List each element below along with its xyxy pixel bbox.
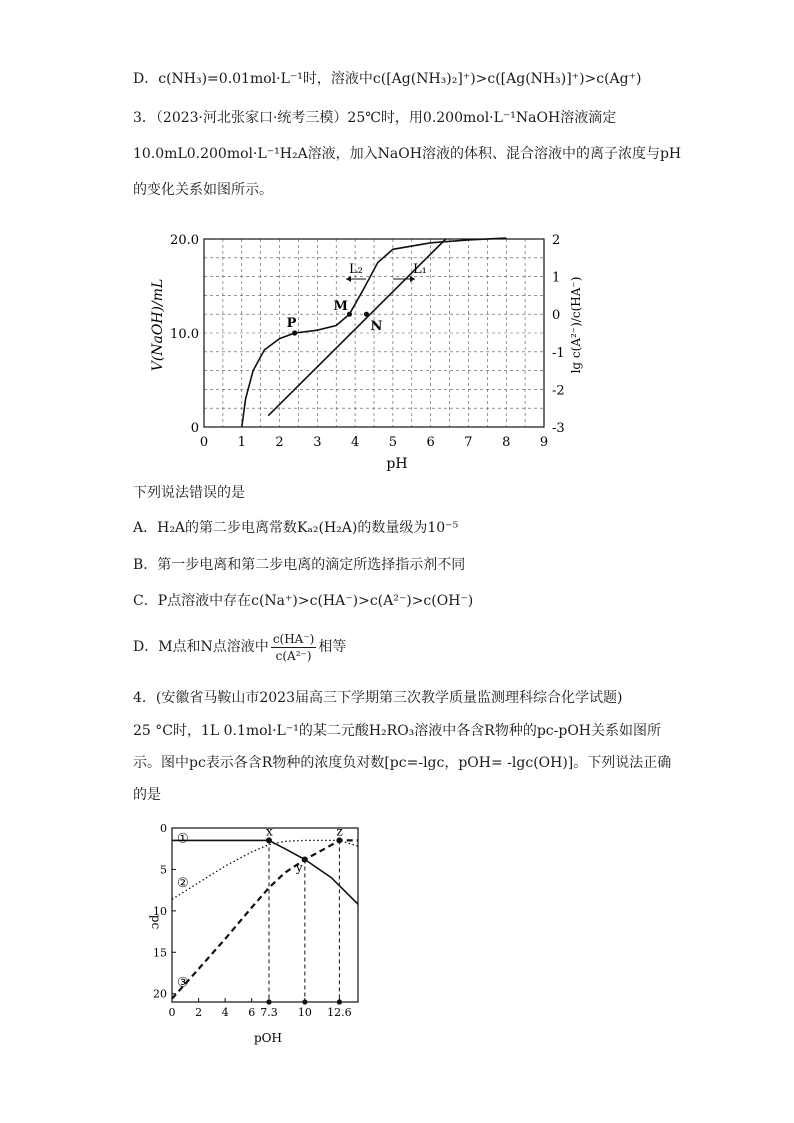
option-d-suffix: 相等	[318, 639, 347, 655]
point-label-m: M	[333, 299, 348, 315]
series-label-1: ①	[177, 831, 189, 847]
fraction-numerator: c(HA⁻)	[272, 631, 315, 646]
q3-stem-line-2: 10.0mL0.200mol·L⁻¹H₂A溶液，加入NaOH溶液的体积、混合溶液中的离子浓度与pH	[133, 146, 682, 162]
point-label-p: P	[286, 316, 297, 331]
x-tick-label: 10	[297, 1006, 312, 1019]
y-tick-label: 10	[153, 904, 167, 918]
x-tick-label: 0	[199, 435, 209, 450]
axis-point-y	[302, 999, 307, 1004]
series-3	[172, 840, 358, 998]
point-n	[364, 312, 369, 317]
x-tick-label: 8	[502, 435, 511, 450]
q3-stem-line-1: 3．（2023·河北张家口·统考三模）25℃时，用0.200mol·L⁻¹NaOH溶液滴定	[133, 110, 617, 126]
chart-titration	[140, 215, 600, 475]
grid	[172, 828, 358, 1002]
axis-point-x	[266, 999, 271, 1004]
option-d-fraction	[271, 631, 317, 664]
y-tick-label: 0	[160, 822, 167, 835]
x-tick-label: 1	[237, 435, 246, 450]
fraction-denominator: c(A²⁻)	[275, 648, 312, 663]
q3-stem-line-3: 的变化关系如图所示。	[133, 182, 273, 198]
x-tick-label: 2	[195, 1006, 203, 1019]
point-label-n: N	[370, 319, 383, 335]
curve-label-l2: L₂	[349, 262, 363, 277]
q4-stem-line-1: 4．(安徽省马鞍山市2023届高三下学期第三次教学质量监测理科综合化学试题)	[133, 690, 623, 706]
chart-marks	[153, 822, 358, 1019]
series-2	[172, 840, 358, 899]
series-label-2: ②	[177, 875, 189, 891]
axis-point-z	[337, 999, 342, 1004]
y2-tick-label: -3	[552, 421, 565, 436]
x-tick-label: 4	[221, 1006, 229, 1019]
q3-option-a[interactable]: A．H₂A的第二步电离常数Kₐ₂(H₂A)的数量级为10⁻⁵	[133, 520, 459, 536]
point-label-x: x	[265, 824, 273, 839]
q3-option-b[interactable]: B．第一步电离和第二步电离的滴定所选择指示剂不同	[133, 557, 466, 573]
y-tick-label: 20	[153, 987, 167, 1001]
x-tick-label: 12.6	[327, 1006, 352, 1019]
y2-tick-label: 0	[552, 308, 561, 324]
y2-tick-label: 2	[552, 233, 561, 248]
x-axis-label: pH	[386, 456, 408, 472]
y-tick-label: 15	[153, 946, 167, 960]
x-tick-label: 2	[275, 435, 284, 450]
x-tick-label: 6	[426, 435, 435, 450]
x-tick-label: 4	[350, 435, 360, 450]
point-p	[292, 330, 297, 335]
x-tick-label: 7	[464, 435, 473, 450]
y-axis-label: V(NaOH)/mL	[150, 278, 166, 372]
q2-option-d: D．c(NH₃)=0.01mol·L⁻¹时，溶液中c([Ag(NH₃)₂]⁺)>c([Ag(NH₃)]⁺)>c(Ag⁺)	[133, 71, 642, 87]
series-1	[172, 840, 358, 904]
chart-pc-poh	[140, 822, 380, 1047]
q3-option-c[interactable]: C．P点溶液中存在c(Na⁺)>c(HA⁻)>c(A²⁻)>c(OH⁻)	[133, 593, 474, 609]
point-label-y: y	[295, 860, 303, 875]
q4-stem-line-3: 示。图中pc表示各含R物种的浓度负对数[pc=-lgc，pOH= -lgc(OH)]。下列说法正确	[133, 755, 672, 771]
y2-tick-label: -2	[552, 383, 565, 399]
q3-ask: 下列说法错误的是	[133, 485, 245, 501]
x-tick-label: 7.3	[260, 1006, 278, 1019]
y-axis-label: pc	[149, 914, 163, 930]
chart-marks	[170, 233, 565, 450]
point-y	[302, 856, 308, 862]
y-tick-label: 5	[160, 863, 167, 877]
x-tick-label: 3	[313, 435, 322, 450]
option-d-prefix: D．M点和N点溶液中	[133, 639, 269, 655]
series-label-3: ③	[177, 975, 189, 991]
q4-stem-line-4: 的是	[133, 787, 161, 803]
y2-tick-label: 1	[552, 270, 561, 286]
y-tick-label: 20.0	[170, 233, 199, 248]
q4-stem-line-2: 25 °C时，1L 0.1mol·L⁻¹的某二元酸H₂RO₃溶液中各含R物种的pc-pOH关系如图所	[133, 723, 661, 739]
curve-label-l1: L₁	[413, 262, 427, 277]
x-tick-label: 6	[248, 1006, 256, 1019]
point-label-z: z	[336, 824, 343, 839]
plot-frame	[172, 828, 358, 1002]
y2-axis-label: lg c(A²⁻)/c(HA⁻)	[569, 276, 583, 374]
y-tick-label: 10.0	[170, 327, 199, 342]
y2-tick-label: -1	[552, 345, 565, 361]
x-axis-label: pOH	[254, 1031, 282, 1045]
q3-option-d[interactable]	[133, 630, 346, 664]
x-tick-label: 5	[388, 435, 398, 450]
x-tick-label: 9	[539, 435, 549, 450]
y-tick-label: 0	[190, 421, 199, 436]
x-tick-label: 0	[168, 1006, 176, 1019]
